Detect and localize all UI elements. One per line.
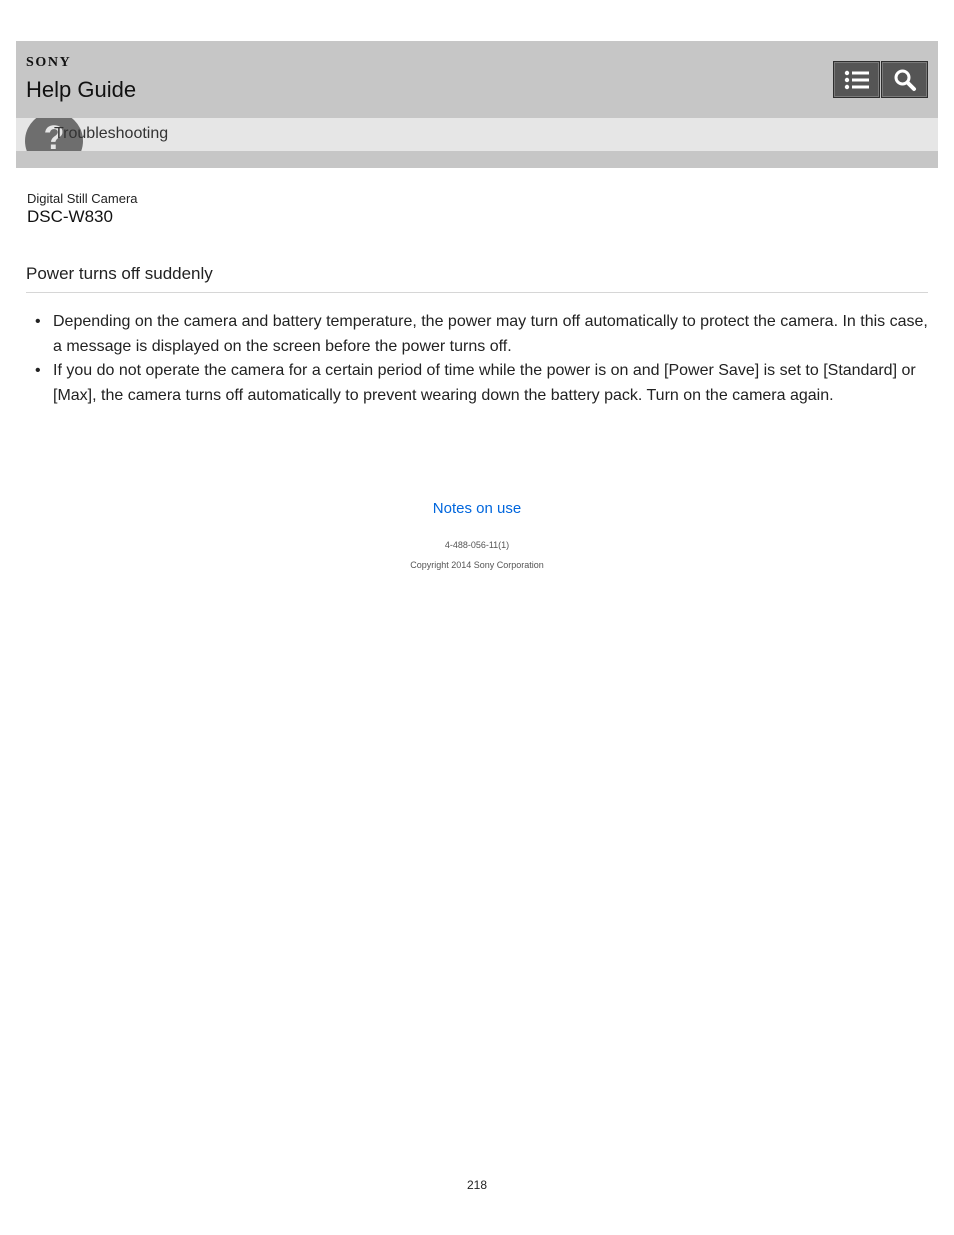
list-item: • Depending on the camera and battery temperature, the power may turn off automatically to protect the camera. In this case, a message is displayed on the screen before the power turns off. bbox=[53, 310, 928, 359]
header-bar bbox=[16, 41, 938, 118]
notes-on-use-link[interactable]: Notes on use bbox=[432, 500, 522, 517]
search-button[interactable] bbox=[881, 61, 928, 98]
product-model: DSC-W830 bbox=[27, 207, 113, 226]
table-of-contents-button[interactable] bbox=[833, 61, 880, 98]
bullet-list bbox=[53, 310, 928, 408]
search-icon bbox=[893, 68, 917, 92]
page-number: 218 bbox=[466, 1178, 488, 1192]
product-category: Digital Still Camera bbox=[27, 191, 138, 206]
sony-logo: SONY bbox=[26, 55, 72, 70]
question-mark-icon: ? bbox=[25, 118, 83, 151]
list-icon bbox=[844, 69, 870, 91]
section-bar bbox=[16, 118, 938, 151]
copyright-notice: Copyright 2014 Sony Corporation bbox=[410, 560, 544, 570]
document-number: 4-488-056-11(1) bbox=[444, 540, 510, 550]
section-bar-bottom bbox=[16, 151, 938, 168]
help-guide-title[interactable]: Help Guide bbox=[26, 77, 137, 102]
list-item: • If you do not operate the camera for a certain period of time while the power is on and [Power Save] is set to [Standard] or [Max], the camera turns off automatically to prevent wearing down the battery pack. Turn on the camera again. bbox=[53, 359, 928, 408]
page-title: Power turns off suddenly bbox=[26, 264, 213, 283]
section-title: Troubleshooting bbox=[54, 125, 169, 142]
divider bbox=[26, 292, 928, 293]
